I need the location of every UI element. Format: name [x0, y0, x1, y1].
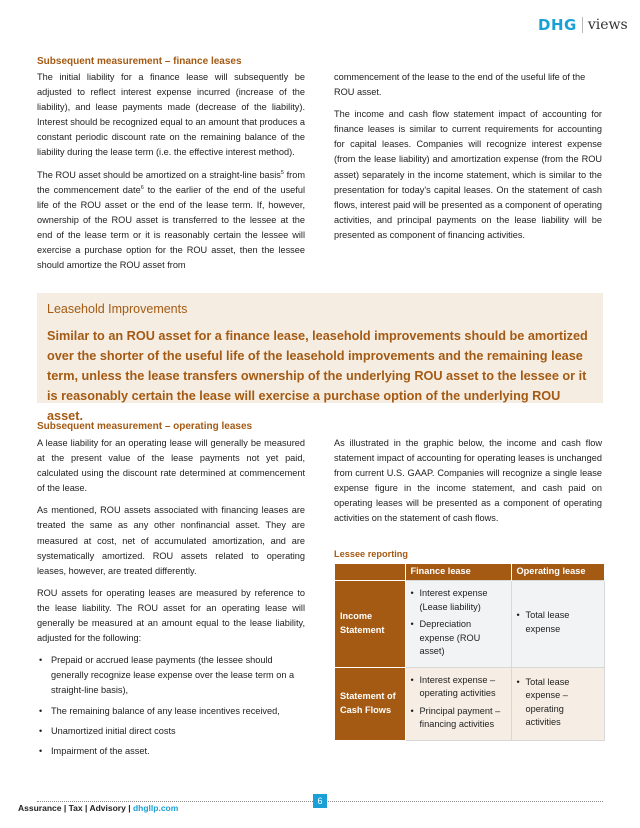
row-header-cash-flows: Statement of Cash Flows: [335, 667, 406, 740]
list-item: [37, 724, 305, 739]
finance-p2-continuation: commencement of the lease to the end of the useful life of the ROU asset.: [334, 72, 586, 98]
bullet-icon: •: [39, 655, 43, 666]
rou-adjustments-list: [37, 653, 305, 759]
operating-paragraph-2: As mentioned, ROU assets associated with financing leases are treated the same as any other nonfinancial asset. They are measured at cost, net of accumulated amortization, and are systematically amortized. ROU assets related to operating leases, however, are treated differently.: [37, 505, 305, 576]
list-item: [37, 744, 305, 759]
row-header-income-statement: Income Statement: [335, 581, 406, 668]
lessee-reporting-table: [334, 564, 605, 741]
list-item: [37, 653, 305, 698]
footnote-ref-5: 5: [280, 169, 284, 176]
bullet-icon: •: [39, 745, 43, 756]
finance-paragraph-2: [37, 168, 305, 274]
finance-p2-part-b: from the commencement date: [37, 169, 305, 195]
list-item-text: Impairment of the asset.: [51, 745, 150, 756]
list-item: [37, 704, 305, 719]
cell-item: • Interest expense – operating activities: [411, 674, 506, 701]
footer-advisory: Advisory: [89, 803, 126, 813]
operating-right-paragraph: As illustrated in the graphic below, the income and cash flow statement impact of accounting for operating leases is unchanged from current U.S. GAAP. Companies will recognize a single lease expense figure in the income statement, and cash paid on operating leases will be presented as a component of operating activities on the statement of cash flows.: [334, 438, 602, 524]
finance-p2-part-c: to the earlier of the end of the useful life of the ROU asset or the end of the lease term. If, however, ownership of the ROU asset is transferred to the lessee at the end of the lease term or it is reasonably certain the lessee will exercise a purchase option for the ROU asset, then the lessee should amortize the ROU asset from: [37, 184, 305, 271]
cell-cashflow-finance: [405, 667, 511, 740]
operating-left-column: [37, 436, 305, 764]
callout-text: Similar to an ROU asset for a finance lease, leasehold improvements should be amortized over the shorter of the useful life of the leasehold improvements and the remaining lease term, unless the lease transfers ownership of the underlying ROU asset to the lessee or it is reasonably certain the lease will exercise a purchase option of the underlying ROU asset.: [47, 329, 588, 423]
table-header-finance: Finance lease: [405, 564, 511, 581]
bullet-icon: •: [39, 705, 43, 716]
table-header-blank: [335, 564, 406, 581]
footer-separator: |: [128, 803, 131, 813]
cell-item: • Total lease expense: [517, 609, 600, 636]
logo-divider: [582, 17, 583, 33]
table-title: Lessee reporting: [334, 549, 409, 559]
cell-income-operating: [511, 581, 605, 668]
footnote-ref-6: 6: [140, 184, 144, 191]
table-header-operating: Operating lease: [511, 564, 605, 581]
cell-income-finance: [405, 581, 511, 668]
dhg-views-logo: [538, 16, 628, 34]
table-header-row: [335, 564, 605, 581]
footer-separator: |: [85, 803, 88, 813]
finance-right-column: [334, 70, 602, 250]
footer-website-link[interactable]: dhgllp.com: [132, 803, 179, 813]
cell-cashflow-operating: [511, 667, 605, 740]
cell-item: • Depreciation expense (ROU asset): [411, 618, 506, 659]
list-item-text: Prepaid or accrued lease payments (the lessee should generally recognize lease expense over the lease term on a straight-line basis),: [51, 655, 295, 696]
finance-section-title: Subsequent measurement – finance leases: [37, 56, 242, 67]
cell-item: • Total lease expense – operating activities: [517, 676, 600, 730]
footer-services: [18, 803, 178, 813]
table-row: [335, 667, 605, 740]
list-item-text: Unamortized initial direct costs: [51, 725, 176, 736]
finance-paragraph-1: The initial liability for a finance lease will subsequently be adjusted to reflect interest expense incurred (increase of the liability), and lease payments made (decrease of the liability). Interest should be recognized equal to an amount that produces a constant periodic discount rate on the remaining balance of the liability during the lease term (i.e. the effective interest method).: [37, 72, 305, 158]
table-row: [335, 581, 605, 668]
callout-title: Leasehold Improvements: [47, 302, 188, 316]
logo-word: views: [587, 17, 628, 33]
list-item-text: The remaining balance of any lease incentives received,: [51, 705, 280, 716]
footer-separator: |: [63, 803, 67, 813]
cell-item: • Principal payment – financing activities: [411, 705, 506, 732]
cell-item: • Interest expense (Lease liability): [411, 587, 506, 614]
operating-paragraph-1: A lease liability for an operating lease will generally be measured at the present value of the lease payments not yet paid, calculated using the discount rate determined at commencement of the lease.: [37, 438, 305, 494]
logo-brand: DHG: [538, 16, 577, 34]
finance-paragraph-3: The income and cash flow statement impact of accounting for finance leases is similar to current requirements for accounting for capital leases. Companies will recognize interest expense (from the lease liability) and amortization expense (from the ROU asset) separately in the income statement, which is similar to the presentation for today's capital leases. On the statement of cash flows, interest paid will be presented as a component of operating activities, and principal payments on the lease liability will be presented as component of financing activities.: [334, 109, 602, 240]
page-number: 6: [313, 794, 327, 808]
footer-assurance: Assurance: [18, 803, 62, 813]
finance-left-column: [37, 70, 305, 280]
bullet-icon: •: [39, 725, 43, 736]
leasehold-improvements-callout: [37, 293, 603, 423]
operating-section-title: Subsequent measurement – operating leases: [37, 421, 253, 432]
finance-p2-part-a: The ROU asset should be amortized on a straight-line basis: [37, 169, 281, 180]
operating-right-column: [334, 436, 602, 534]
operating-paragraph-3: ROU assets for operating leases are measured by reference to the lease liability. The ROU asset for an operating lease will generally be measured at an amount equal to the lease liability, adjusted for the following:: [37, 587, 305, 644]
footer-tax: Tax: [68, 803, 83, 813]
